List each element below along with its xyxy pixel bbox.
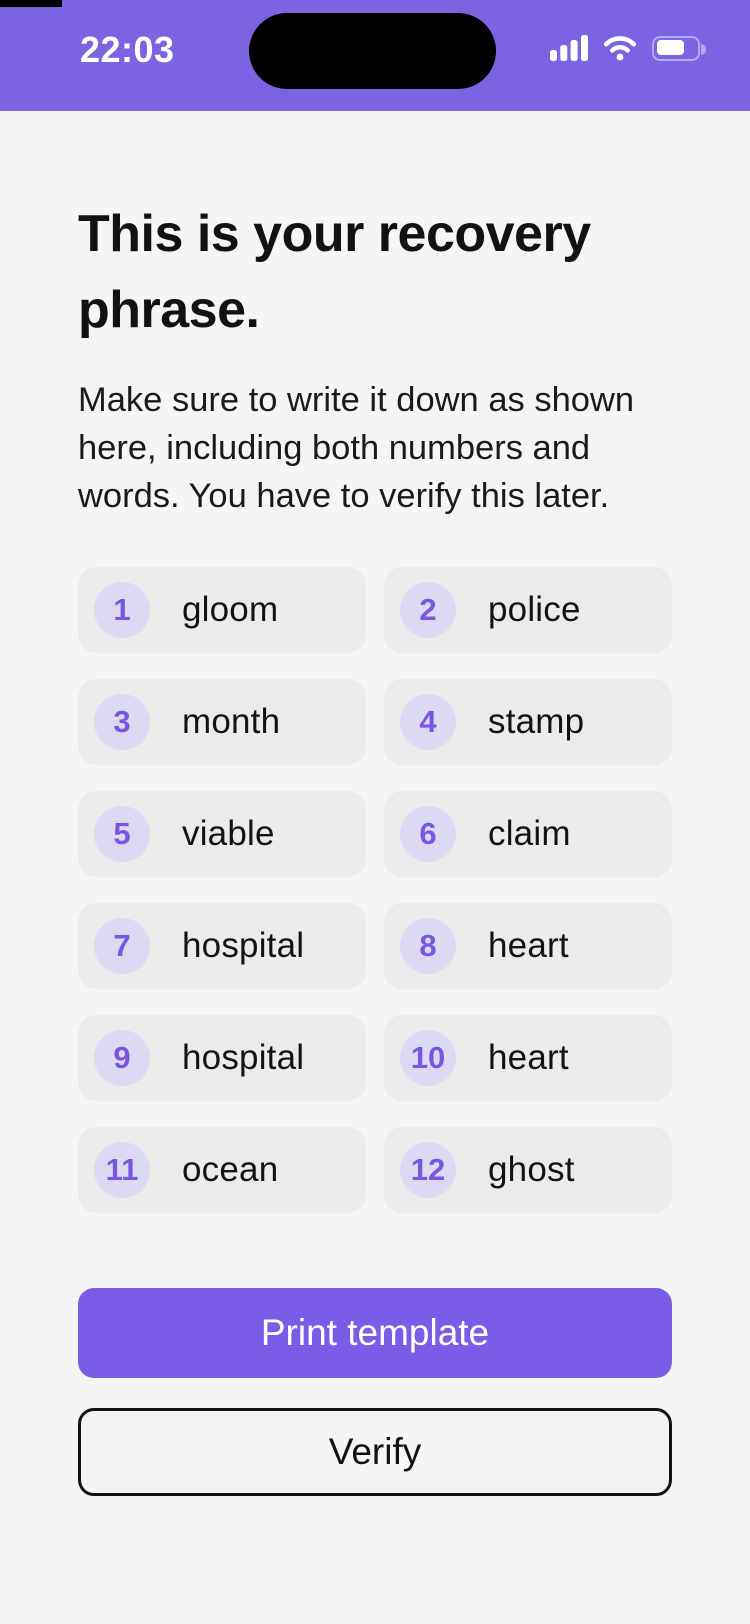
word-grid [78,567,672,1213]
status-time: 22:03 [80,29,175,70]
word-number-badge [400,694,456,750]
word-number-badge [94,1030,150,1086]
word-number: 10 [410,1040,446,1075]
recovery-phrase-screen [0,196,750,1496]
recovery-word-chip [384,791,672,877]
word-text: heart [488,926,569,965]
word-number-badge [94,806,150,862]
word-number-badge [400,582,456,638]
page-description: Make sure to write it down as shown here, including both numbers and words. You have to verify this later. [78,381,635,515]
status-bar [0,0,750,111]
word-number: 12 [410,1152,446,1187]
word-number: 4 [419,704,437,739]
word-number: 1 [113,592,131,627]
word-number: 6 [419,816,437,851]
word-number-badge [400,806,456,862]
recovery-word-chip [384,1127,672,1213]
recovery-word-chip [384,1015,672,1101]
word-text: hospital [182,926,305,965]
word-number: 8 [419,928,437,963]
word-text: gloom [182,590,279,629]
word-text: heart [488,1038,569,1077]
word-text: ocean [182,1150,279,1189]
page-title: This is your recovery phrase. [78,205,591,339]
verify-button[interactable]: Verify [78,1408,672,1496]
recovery-word-chip [78,567,366,653]
recovery-word-chip [384,679,672,765]
word-number: 9 [113,1040,131,1075]
word-number-badge [400,1030,456,1086]
screen-corner-artifact [0,0,62,7]
recovery-word-chip [384,903,672,989]
recovery-word-chip [78,1127,366,1213]
word-number: 3 [113,704,131,739]
recovery-word-chip [78,791,366,877]
word-text: month [182,702,281,741]
recovery-word-chip [78,679,366,765]
word-number-badge [400,918,456,974]
dynamic-island [249,13,496,89]
word-text: hospital [182,1038,305,1077]
word-number-badge [400,1142,456,1198]
word-text: ghost [488,1150,575,1189]
word-text: viable [182,814,275,853]
battery-nub [701,44,706,55]
recovery-word-chip [384,567,672,653]
word-text: claim [488,814,571,853]
word-number-badge [94,918,150,974]
word-number: 7 [113,928,131,963]
wifi-icon [603,36,637,61]
word-number-badge [94,1142,150,1198]
battery-icon [652,36,700,61]
battery-fill [657,40,684,55]
word-number-badge [94,582,150,638]
print-template-button[interactable]: Print template [78,1288,672,1378]
recovery-word-chip [78,1015,366,1101]
cellular-signal-icon [550,35,588,61]
recovery-word-chip [78,903,366,989]
word-number: 11 [105,1152,139,1187]
word-number-badge [94,694,150,750]
word-text: stamp [488,702,585,741]
status-icons [550,0,700,96]
word-number: 2 [419,592,437,627]
word-number: 5 [113,816,131,851]
word-text: police [488,590,581,629]
